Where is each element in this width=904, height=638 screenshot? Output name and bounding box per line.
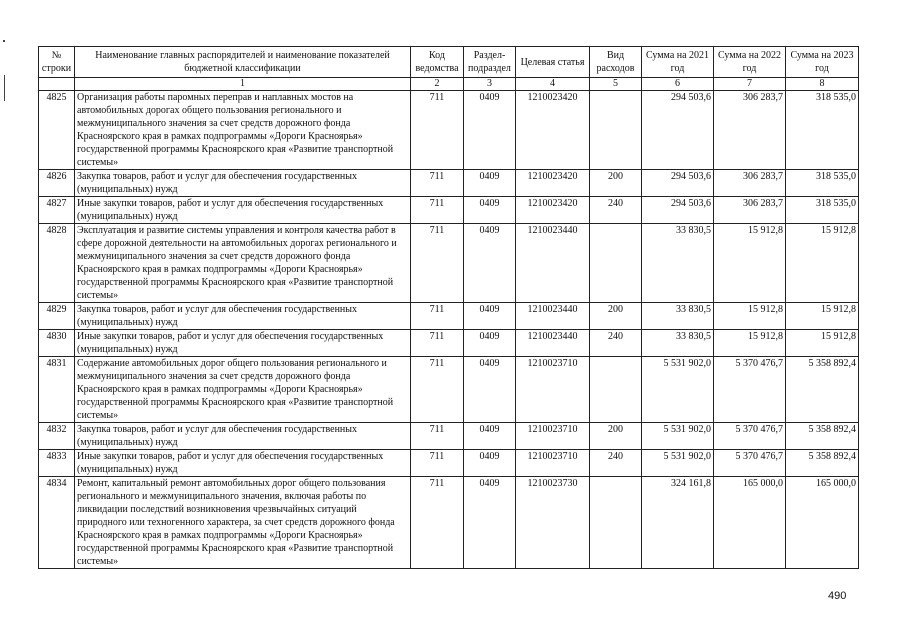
column-number-cell: 7 [714, 78, 786, 91]
cell-sum-2023: 15 912,8 [786, 330, 859, 357]
cell-department-code: 711 [411, 91, 464, 170]
cell-name: Закупка товаров, работ и услуг для обеспечения государственных (муниципальных) нужд [75, 423, 411, 450]
cell-row-number: 4833 [39, 450, 75, 477]
cell-expense-type [590, 477, 642, 569]
cell-sum-2023: 318 535,0 [786, 91, 859, 170]
column-number-cell: 3 [464, 78, 516, 91]
cell-target-article: 1210023420 [516, 91, 590, 170]
cell-expense-type: 200 [590, 423, 642, 450]
cell-department-code: 711 [411, 303, 464, 330]
cell-section: 0409 [464, 197, 516, 224]
cell-sum-2021: 294 503,6 [642, 91, 714, 170]
cell-department-code: 711 [411, 477, 464, 569]
cell-expense-type: 240 [590, 450, 642, 477]
cell-name: Иные закупки товаров, работ и услуг для обеспечения государственных (муниципальных) нужд [75, 450, 411, 477]
cell-sum-2021: 33 830,5 [642, 303, 714, 330]
table-header [39, 47, 859, 91]
header-department-code: Код ведомства [411, 47, 464, 78]
cell-target-article: 1210023710 [516, 423, 590, 450]
cell-name: Эксплуатация и развитие системы управления и контроля качества работ в сфере дорожной деятельности на автомобильных дорогах регионального и межмуниципального значения за счет средств дорожного фонда Красноярского края в рамках подпрограммы «Дороги Красноярья» государственной программы Красноярского края «Развитие транспортной системы» [75, 224, 411, 303]
table-row [39, 170, 859, 197]
cell-department-code: 711 [411, 450, 464, 477]
table-row [39, 330, 859, 357]
table-body [39, 91, 859, 569]
cell-section: 0409 [464, 357, 516, 423]
cell-sum-2021: 294 503,6 [642, 170, 714, 197]
cell-sum-2022: 5 370 476,7 [714, 450, 786, 477]
cell-row-number: 4826 [39, 170, 75, 197]
cell-sum-2022: 306 283,7 [714, 197, 786, 224]
header-target-article: Целевая статья [516, 47, 590, 78]
cell-name: Ремонт, капитальный ремонт автомобильных дорог общего пользования регионального и межмуниципального значения, включая работы по ликвидации последствий возникновения чрезвычайных ситуаций природного или техногенного характера, за счет средств дорожного фонда Красноярского края в рамках подпрограммы «Дороги Красноярья» государственной программы Красноярского края «Развитие транспортной системы» [75, 477, 411, 569]
table-row [39, 303, 859, 330]
header-sum-2022: Сумма на 2022 год [714, 47, 786, 78]
cell-sum-2022: 306 283,7 [714, 91, 786, 170]
cell-section: 0409 [464, 224, 516, 303]
cell-department-code: 711 [411, 423, 464, 450]
cell-sum-2023: 318 535,0 [786, 197, 859, 224]
cell-department-code: 711 [411, 224, 464, 303]
cell-sum-2021: 324 161,8 [642, 477, 714, 569]
page-number: 490 [828, 590, 847, 602]
cell-name: Закупка товаров, работ и услуг для обеспечения государственных (муниципальных) нужд [75, 170, 411, 197]
table-row [39, 224, 859, 303]
cell-section: 0409 [464, 423, 516, 450]
column-number-row [39, 78, 859, 91]
cell-section: 0409 [464, 330, 516, 357]
header-row [39, 47, 859, 78]
table-row [39, 423, 859, 450]
cell-name: Содержание автомобильных дорог общего пользования регионального и межмуниципального значения за счет средств дорожного фонда Красноярского края в рамках подпрограммы «Дороги Красноярья» государственной программы Красноярского края «Развитие транспортной системы» [75, 357, 411, 423]
header-name: Наименование главных распорядителей и наименование показателей бюджетной классификации [75, 47, 411, 78]
cell-section: 0409 [464, 477, 516, 569]
cell-row-number: 4834 [39, 477, 75, 569]
cell-sum-2021: 5 531 902,0 [642, 357, 714, 423]
cell-section: 0409 [464, 303, 516, 330]
cell-expense-type [590, 224, 642, 303]
cell-row-number: 4832 [39, 423, 75, 450]
cell-expense-type: 240 [590, 197, 642, 224]
cell-sum-2023: 165 000,0 [786, 477, 859, 569]
cell-expense-type: 200 [590, 170, 642, 197]
cell-row-number: 4828 [39, 224, 75, 303]
cell-expense-type [590, 357, 642, 423]
cell-sum-2023: 15 912,8 [786, 224, 859, 303]
cell-sum-2021: 294 503,6 [642, 197, 714, 224]
cell-sum-2022: 15 912,8 [714, 303, 786, 330]
cell-sum-2021: 33 830,5 [642, 224, 714, 303]
cell-sum-2021: 5 531 902,0 [642, 450, 714, 477]
cell-target-article: 1210023440 [516, 224, 590, 303]
column-number-cell [39, 78, 75, 91]
cell-sum-2023: 5 358 892,4 [786, 450, 859, 477]
cell-target-article: 1210023710 [516, 450, 590, 477]
table-row [39, 357, 859, 423]
cell-sum-2021: 5 531 902,0 [642, 423, 714, 450]
budget-table [38, 46, 859, 569]
column-number-cell: 6 [642, 78, 714, 91]
column-number-cell: 4 [516, 78, 590, 91]
header-section: Раздел-подраздел [464, 47, 516, 78]
cell-section: 0409 [464, 450, 516, 477]
cell-row-number: 4825 [39, 91, 75, 170]
cell-sum-2022: 5 370 476,7 [714, 357, 786, 423]
header-expense-type: Вид расходов [590, 47, 642, 78]
cell-target-article: 1210023420 [516, 170, 590, 197]
cell-section: 0409 [464, 170, 516, 197]
header-row-number: № строки [39, 47, 75, 78]
column-number-cell: 2 [411, 78, 464, 91]
cell-department-code: 711 [411, 330, 464, 357]
cell-department-code: 711 [411, 357, 464, 423]
cell-department-code: 711 [411, 197, 464, 224]
scan-mark-line [4, 75, 5, 101]
cell-sum-2022: 15 912,8 [714, 224, 786, 303]
cell-name: Иные закупки товаров, работ и услуг для обеспечения государственных (муниципальных) нужд [75, 197, 411, 224]
cell-target-article: 1210023440 [516, 330, 590, 357]
cell-expense-type [590, 91, 642, 170]
cell-sum-2022: 165 000,0 [714, 477, 786, 569]
cell-name: Иные закупки товаров, работ и услуг для обеспечения государственных (муниципальных) нужд [75, 330, 411, 357]
cell-sum-2022: 5 370 476,7 [714, 423, 786, 450]
cell-sum-2022: 15 912,8 [714, 330, 786, 357]
table-row [39, 450, 859, 477]
cell-section: 0409 [464, 91, 516, 170]
cell-row-number: 4827 [39, 197, 75, 224]
cell-target-article: 1210023710 [516, 357, 590, 423]
cell-sum-2023: 15 912,8 [786, 303, 859, 330]
cell-name: Закупка товаров, работ и услуг для обеспечения государственных (муниципальных) нужд [75, 303, 411, 330]
cell-sum-2022: 306 283,7 [714, 170, 786, 197]
column-number-cell: 1 [75, 78, 411, 91]
cell-expense-type: 240 [590, 330, 642, 357]
cell-row-number: 4830 [39, 330, 75, 357]
cell-row-number: 4831 [39, 357, 75, 423]
cell-target-article: 1210023420 [516, 197, 590, 224]
cell-sum-2023: 5 358 892,4 [786, 357, 859, 423]
cell-target-article: 1210023440 [516, 303, 590, 330]
header-sum-2021: Сумма на 2021 год [642, 47, 714, 78]
cell-sum-2023: 318 535,0 [786, 170, 859, 197]
cell-sum-2021: 33 830,5 [642, 330, 714, 357]
column-number-cell: 8 [786, 78, 859, 91]
cell-row-number: 4829 [39, 303, 75, 330]
cell-name: Организация работы паромных переправ и наплавных мостов на автомобильных дорогах общего пользования регионального и межмуниципального значения за счет средств дорожного фонда Красноярского края в рамках подпрограммы «Дороги Красноярья» государственной программы Красноярского края «Развитие транспортной системы» [75, 91, 411, 170]
scan-mark-dot [3, 40, 5, 42]
table-row [39, 477, 859, 569]
table-row [39, 91, 859, 170]
cell-department-code: 711 [411, 170, 464, 197]
table-row [39, 197, 859, 224]
header-sum-2023: Сумма на 2023 год [786, 47, 859, 78]
column-number-cell: 5 [590, 78, 642, 91]
cell-target-article: 1210023730 [516, 477, 590, 569]
cell-expense-type: 200 [590, 303, 642, 330]
cell-sum-2023: 5 358 892,4 [786, 423, 859, 450]
